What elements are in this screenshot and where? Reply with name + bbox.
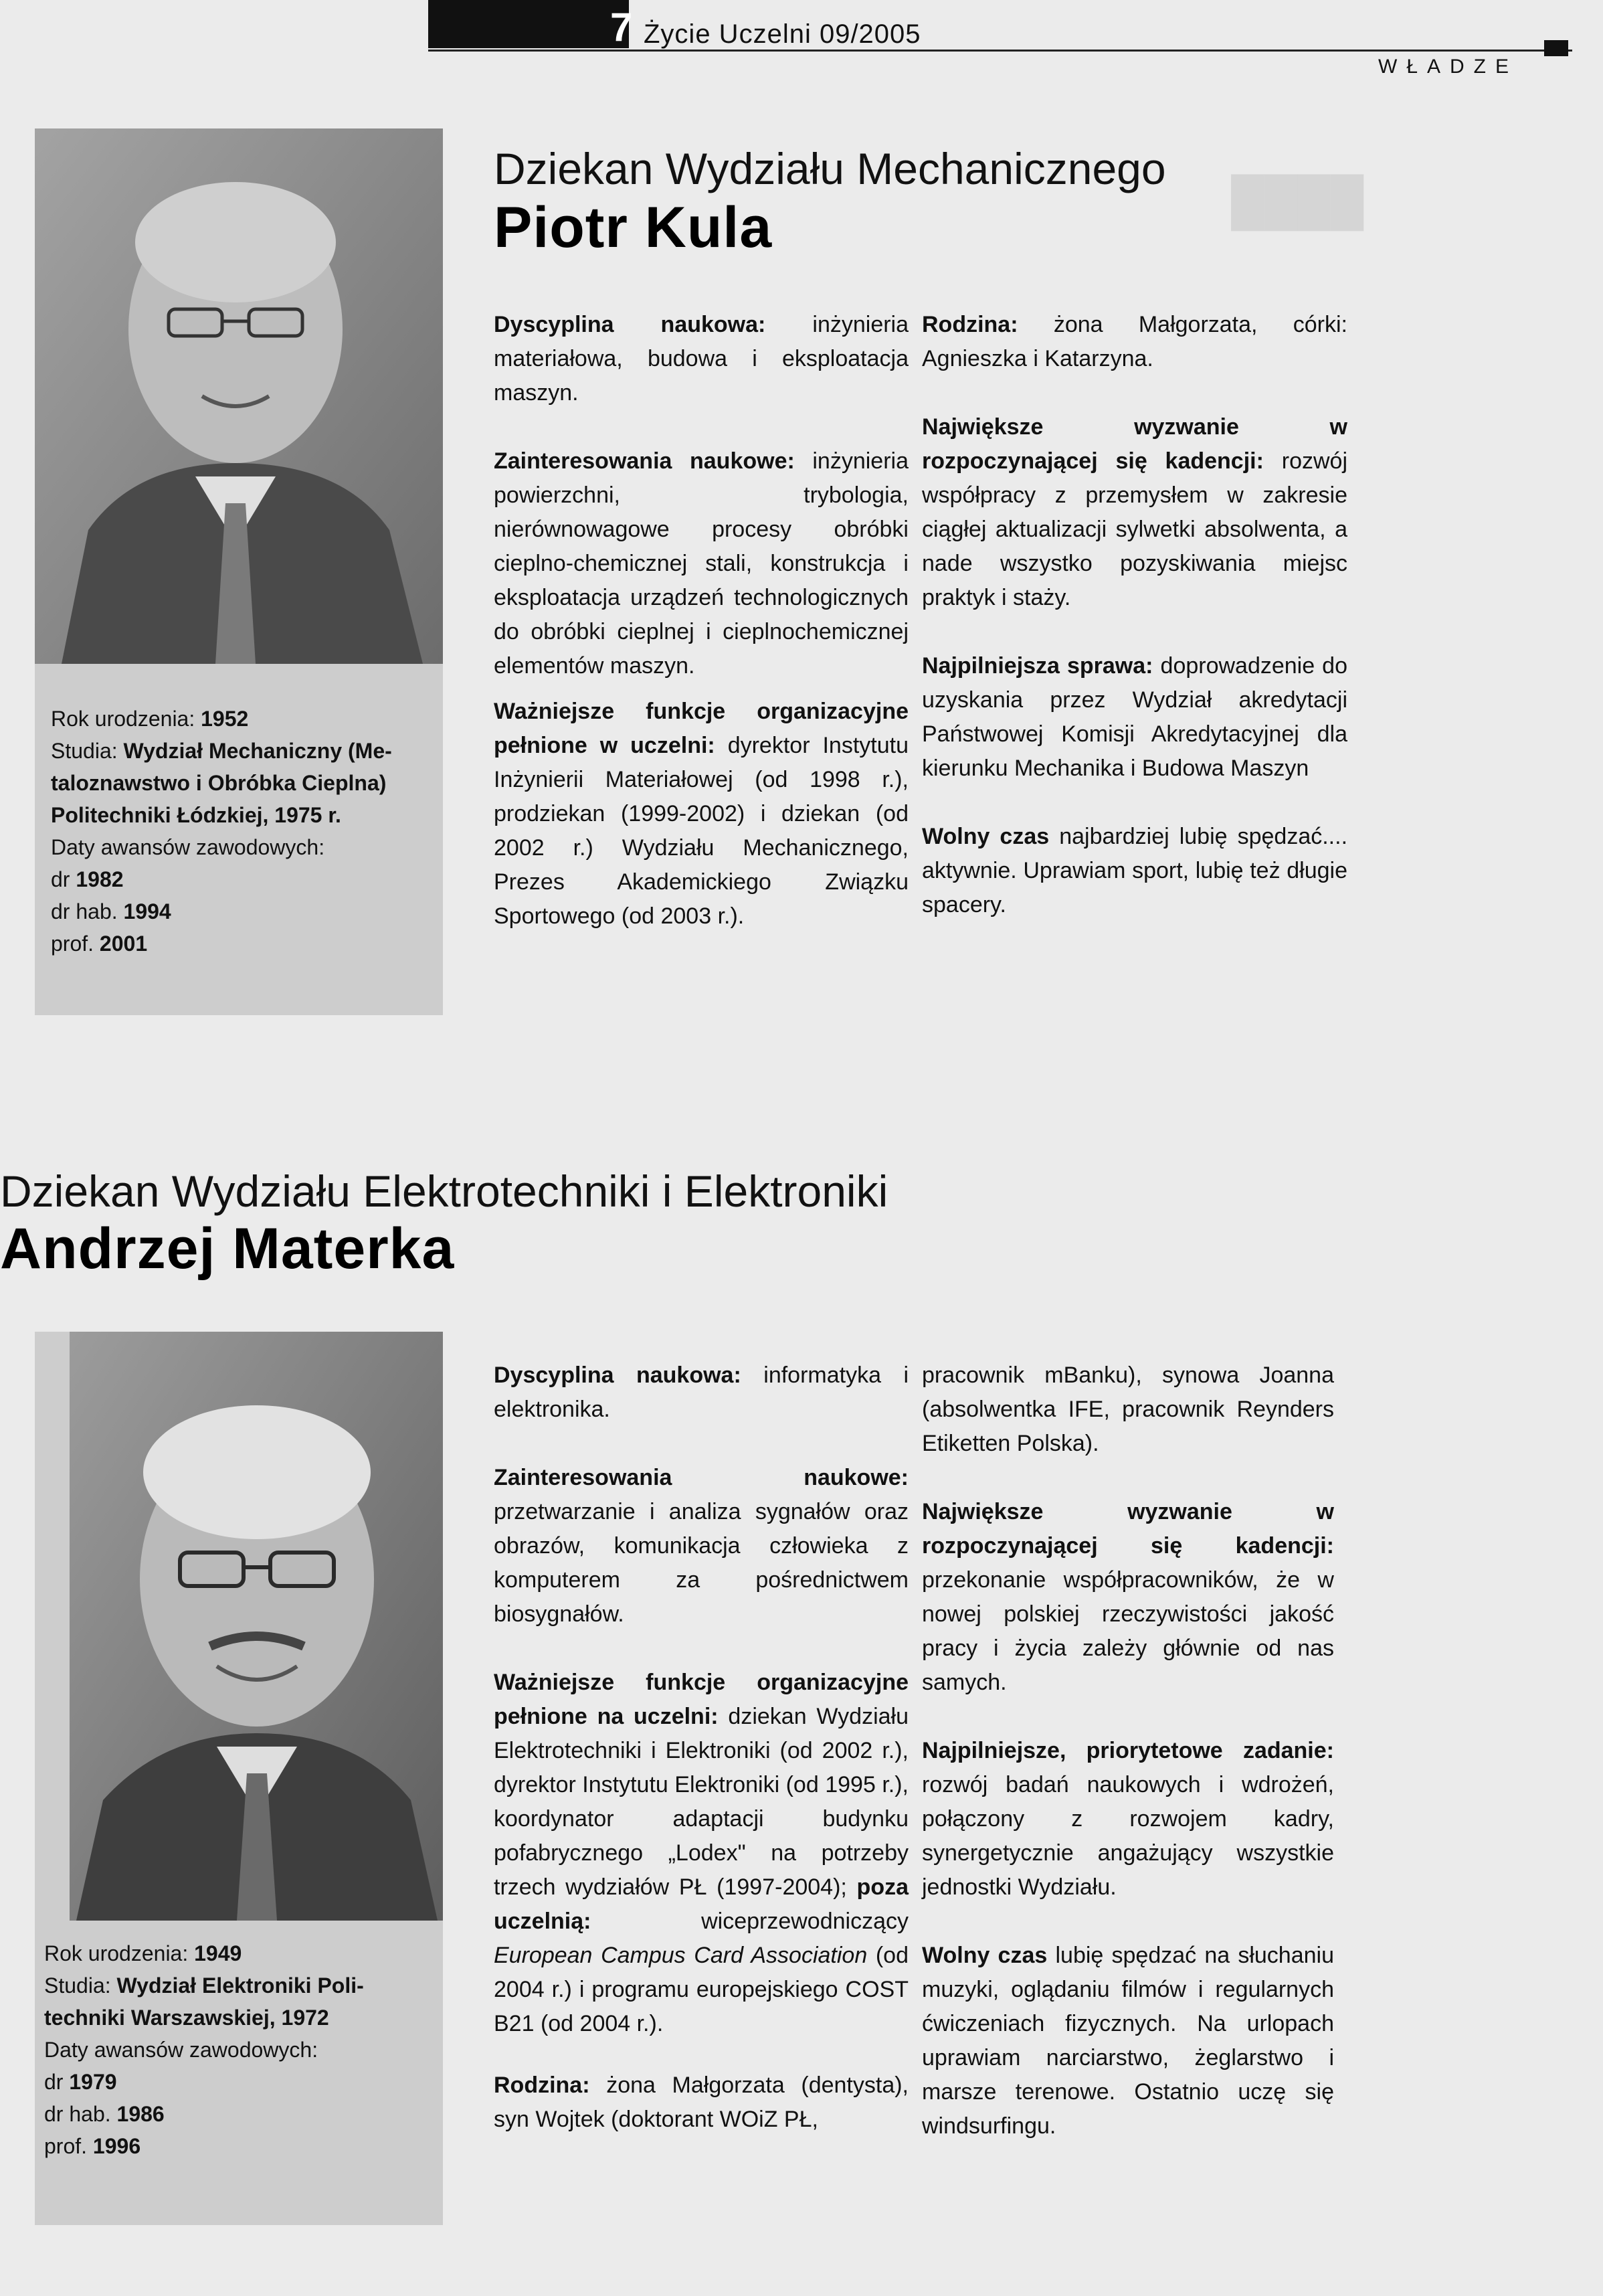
family-paragraph: Rodzina: żona Małgorzata, córki: Agnieszka i Katarzyna.	[922, 312, 1347, 371]
bio-studies-line: techniki Warszawskiej, 1972	[44, 2006, 329, 2030]
challenge-paragraph: Największe wyzwanie w rozpoczynającej się kadencji: rozwój współpracy z przemysłem w zakresie ciągłej aktualizacji sylwetki absolwenta, a nade wszystko pozyskiwania miejsc praktyk i staży.	[922, 414, 1347, 610]
freetime-paragraph: Wolny czas lubię spędzać na słuchaniu muzyki, oglądaniu filmów i regularnych ćwiczeniach fizycznych. Na urlopach uprawiam narciarstwo, żeglarstwo i marsze terenowe. Ostatnio uczę się windsurfingu.	[922, 1943, 1334, 2139]
journal-title: Życie Uczelni 09/2005	[644, 19, 921, 49]
bio-dr-line: dr 1979	[44, 2070, 117, 2094]
bio-birth-line: Rok urodzenia: 1949	[44, 1941, 242, 1965]
priority-paragraph: Najpilniejsze, priorytetowe zadanie: rozwój badań naukowych i wdrożeń, połączony z rozwojem kadry, synergetycznie angażujący wszystkie jednostki Wydziału.	[922, 1738, 1334, 1900]
discipline-paragraph: Dyscyplina naukowa: inżynieria materiałowa, budowa i eksploatacja maszyn.	[494, 312, 909, 406]
dean2-name-heading: Andrzej Materka	[0, 1217, 455, 1281]
dean1-column-left	[494, 308, 909, 968]
discipline-paragraph: Dyscyplina naukowa: informatyka i elektronika.	[494, 1362, 909, 1422]
dean1-department-heading: Dziekan Wydziału Mechanicznego	[494, 144, 1166, 193]
bio-studies-line: Studia: Wydział Elektroniki Poli-	[44, 1973, 364, 1998]
challenge-paragraph: Największe wyzwanie w rozpoczynającej się kadencji: przekonanie współpracowników, że w nowej polskiej rzeczywistości jakość pracy i życia zależy głównie od nas samych.	[922, 1499, 1334, 1695]
page-number-block	[428, 0, 629, 48]
bio-studies-line: taloznawstwo i Obróbka Cieplna)	[51, 771, 387, 795]
bio-hab-line: dr hab. 1994	[51, 899, 171, 923]
page-number: 7	[610, 5, 633, 50]
portrait-illustration	[70, 1332, 443, 1921]
bio-promotions-label: Daty awansów zawodowych:	[51, 835, 325, 859]
bio-dr-line: dr 1982	[51, 867, 124, 891]
bio-prof-line: prof. 1996	[44, 2134, 141, 2158]
corner-bar	[1544, 40, 1568, 56]
family-paragraph: Rodzina: żona Małgorzata (dentysta), syn Wojtek (doktorant WOiZ PŁ,	[494, 2072, 909, 2132]
freetime-paragraph: Wolny czas najbardziej lubię spędzać.... aktywnie. Uprawiam sport, lubię też długie spacery.	[922, 824, 1348, 917]
bio-studies-line: Studia: Wydział Mechaniczny (Me-	[51, 739, 392, 763]
interests-paragraph: Zainteresowania naukowe: przetwarzanie i analiza sygnałów oraz obrazów, komunikacja człowieka z komputerem za pośrednictwem biosygnałów.	[494, 1465, 909, 1627]
dean2-bio	[44, 1937, 439, 2162]
dean1-portrait	[35, 128, 443, 664]
dean2-column-left	[494, 1358, 909, 2171]
family-continued-paragraph: pracownik mBanku), synowa Joanna (absolwentka IFE, pracownik Reynders Etiketten Polska).	[922, 1362, 1334, 1456]
dean1-bio	[51, 703, 439, 960]
bio-studies-line: Politechniki Łódzkiej, 1975 r.	[51, 803, 341, 827]
bio-hab-line: dr hab. 1986	[44, 2102, 165, 2126]
dean2-sidebox	[35, 1332, 443, 2225]
dean2-column-right	[922, 1358, 1334, 2178]
dean1-name-heading: Piotr Kula	[494, 195, 773, 260]
portrait-illustration	[35, 128, 443, 664]
dean1-column-right	[922, 308, 1347, 956]
header-rule	[428, 50, 1572, 52]
functions-paragraph: Ważniejsze funkcje organizacyjne pełnione na uczelni: dziekan Wydziału Elektrotechniki i Elektroniki (od 2002 r.), dyrektor Instytutu Elektroniki (od 1995 r.), koordynator adaptacji budynku pofabrycznego „Lodex" na potrzeby trzech wydziałów PŁ (1997-2004); poza uczelnią: wiceprzewodniczący European Campus Card Association (od 2004 r.) i programu europejskiego COST B21 (od 2004 r.).	[494, 1670, 909, 2036]
bio-prof-line: prof. 2001	[51, 932, 148, 956]
dean2-portrait	[70, 1332, 443, 1921]
functions-paragraph: Ważniejsze funkcje organizacyjne pełnione w uczelni: dyrektor Instytutu Inżynierii Materiałowej (od 1998 r.), prodziekan (1999-2002) i dziekan (od 2002 r.) Wydziału Mechanicznego, Prezes Akademickiego Związku Sportowego (od 2003 r.).	[494, 699, 909, 929]
show-through-decoration: ████	[1231, 175, 1364, 227]
priority-paragraph: Najpilniejsza sprawa: doprowadzenie do uzyskania przez Wydział akredytacji Państwowej Komisji Akredytacyjnej dla kierunku Mechanika i Budowa Maszyn	[922, 653, 1347, 781]
bio-promotions-label: Daty awansów zawodowych:	[44, 2038, 318, 2062]
bio-birth-line: Rok urodzenia: 1952	[51, 707, 249, 731]
dean2-department-heading: Dziekan Wydziału Elektrotechniki i Elektroniki	[0, 1166, 888, 1216]
interests-paragraph: Zainteresowania naukowe: inżynieria powierzchni, trybologia, nierównowagowe procesy obróbki cieplno-chemicznej stali, konstrukcja i eksploatacja urządzeń technologicznych do obróbki cieplnej i cieplnochemicznej elementów maszyn.	[494, 448, 909, 679]
section-tag: WŁADZE	[1378, 56, 1519, 78]
dean1-sidebox	[35, 128, 443, 1015]
